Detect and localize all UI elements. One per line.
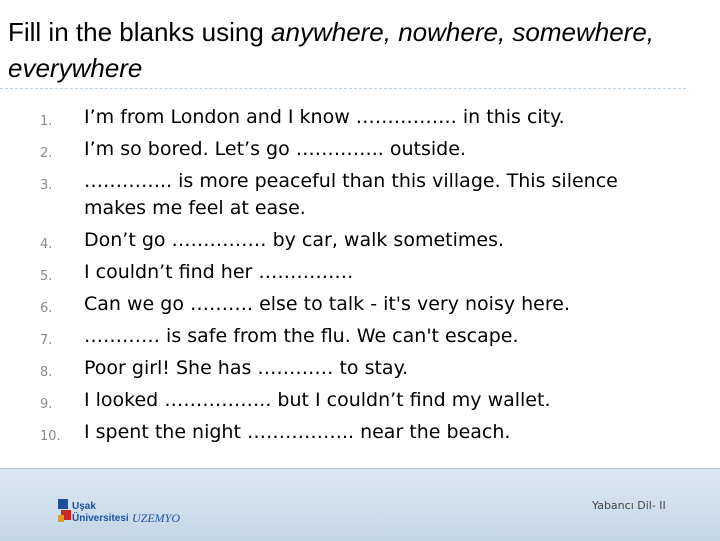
- item-number: 2.: [40, 146, 53, 161]
- list-item: [40, 104, 680, 131]
- university-logo: [58, 495, 188, 531]
- item-number: 6.: [40, 301, 53, 316]
- title-divider: [0, 88, 686, 89]
- list-item: [40, 227, 680, 254]
- list-item: [40, 323, 680, 350]
- course-label: Yabancı Dil- II: [592, 499, 666, 512]
- item-number: 8.: [40, 365, 53, 380]
- item-text: I’m so bored. Let’s go ………….. outside.: [84, 138, 466, 160]
- logo-script-text: UZEMYO: [132, 511, 181, 525]
- item-text: ………….. is more peaceful than this village. This silence makes me feel at ease.: [84, 170, 618, 219]
- list-item: [40, 355, 680, 382]
- title-prefix: Fill in the blanks using: [8, 17, 272, 47]
- list-item: [40, 387, 680, 414]
- item-text: I’m from London and I know ……………. in this city.: [84, 106, 565, 128]
- item-number: 9.: [40, 397, 53, 412]
- logo-text-line1: Uşak: [72, 501, 96, 512]
- list-item: [40, 259, 680, 286]
- item-text: Poor girl! She has ………… to stay.: [84, 357, 409, 379]
- item-number: 4.: [40, 237, 53, 252]
- item-text: I spent the night …………….. near the beach.: [84, 421, 511, 443]
- title-word-list: anywhere, nowhere, somewhere, everywhere: [8, 17, 655, 83]
- list-item: [40, 136, 680, 163]
- item-text: I looked …………….. but I couldn’t find my wallet.: [84, 389, 551, 411]
- list-item: [40, 168, 680, 222]
- item-text: ………… is safe from the flu. We can't escape.: [84, 325, 519, 347]
- item-number: 3.: [40, 178, 53, 193]
- item-text: Don’t go …………… by car, walk sometimes.: [84, 229, 505, 251]
- item-number: 1.: [40, 114, 53, 129]
- item-number: 5.: [40, 269, 53, 284]
- item-number: 10.: [40, 429, 61, 444]
- item-number: 7.: [40, 333, 53, 348]
- item-text: Can we go ………. else to talk - it's very noisy here.: [84, 293, 570, 315]
- exercise-list: [40, 104, 680, 451]
- list-item: [40, 291, 680, 318]
- slide-title: [8, 14, 708, 86]
- slide-footer: [0, 468, 720, 541]
- logo-text-line2: Üniversitesi: [72, 513, 129, 524]
- list-item: [40, 419, 680, 446]
- item-text: I couldn’t find her ……………: [84, 261, 354, 283]
